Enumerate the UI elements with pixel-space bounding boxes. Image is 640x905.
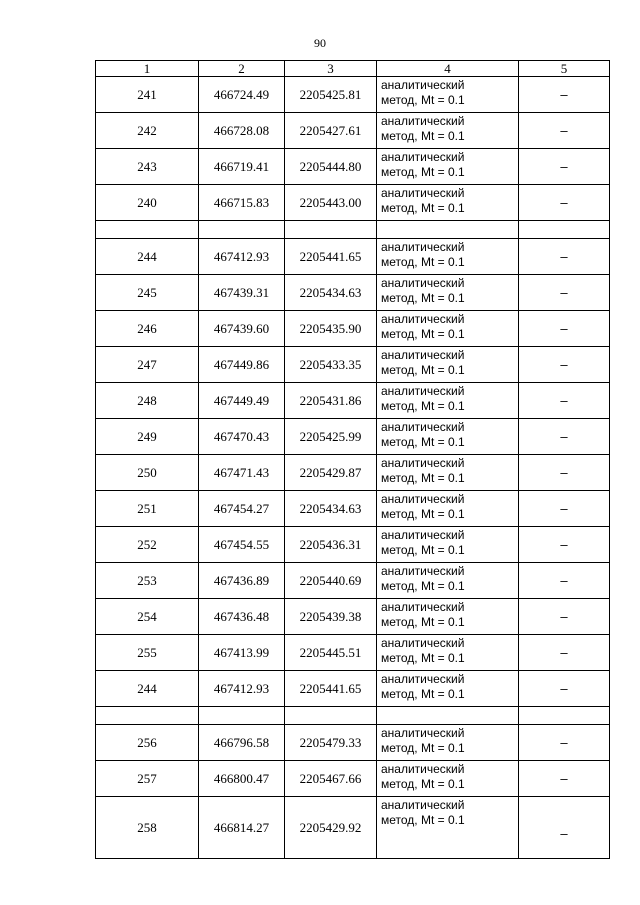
method-cell — [377, 419, 519, 455]
empty-cell — [199, 221, 285, 239]
point-number-cell: 249 — [96, 419, 199, 455]
description-cell: – — [519, 149, 610, 185]
point-number-cell: 257 — [96, 761, 199, 797]
method-line-1: аналитический — [381, 114, 465, 128]
method-cell — [377, 563, 519, 599]
empty-cell — [199, 707, 285, 725]
description-cell: – — [519, 563, 610, 599]
x-coordinate-cell: 467449.49 — [199, 383, 285, 419]
method-line-1: аналитический — [381, 528, 465, 542]
description-cell: – — [519, 527, 610, 563]
coordinates-table — [95, 60, 610, 859]
method-line-1: аналитический — [381, 186, 465, 200]
x-coordinate-cell: 467412.93 — [199, 239, 285, 275]
y-coordinate-cell: 2205433.35 — [285, 347, 377, 383]
method-line-1: аналитический — [381, 762, 465, 776]
description-cell: – — [519, 491, 610, 527]
x-coordinate-cell: 467413.99 — [199, 635, 285, 671]
method-line-1: аналитический — [381, 672, 465, 686]
table-row — [96, 599, 610, 635]
table-row — [96, 149, 610, 185]
method-line-2: метод, Mt = 0.1 — [381, 363, 465, 377]
point-number-cell: 245 — [96, 275, 199, 311]
table-row — [96, 725, 610, 761]
empty-cell — [377, 707, 519, 725]
x-coordinate-cell: 466728.08 — [199, 113, 285, 149]
table-row — [96, 419, 610, 455]
x-coordinate-cell: 467436.89 — [199, 563, 285, 599]
column-header-4: 4 — [377, 61, 519, 77]
y-coordinate-cell: 2205429.92 — [285, 797, 377, 859]
method-cell — [377, 797, 519, 859]
description-cell: – — [519, 383, 610, 419]
y-coordinate-cell: 2205425.99 — [285, 419, 377, 455]
description-cell: – — [519, 113, 610, 149]
method-line-2: метод, Mt = 0.1 — [381, 327, 465, 341]
y-coordinate-cell: 2205427.61 — [285, 113, 377, 149]
method-line-1: аналитический — [381, 564, 465, 578]
method-line-1: аналитический — [381, 78, 465, 92]
table-row — [96, 635, 610, 671]
empty-cell — [285, 221, 377, 239]
table-row — [96, 185, 610, 221]
method-line-2: метод, Mt = 0.1 — [381, 651, 465, 665]
x-coordinate-cell: 467454.27 — [199, 491, 285, 527]
column-header-5: 5 — [519, 61, 610, 77]
table-row — [96, 311, 610, 347]
x-coordinate-cell: 466724.49 — [199, 77, 285, 113]
x-coordinate-cell: 467449.86 — [199, 347, 285, 383]
method-line-1: аналитический — [381, 240, 465, 254]
method-line-2: метод, Mt = 0.1 — [381, 579, 465, 593]
method-cell — [377, 527, 519, 563]
method-line-2: метод, Mt = 0.1 — [381, 777, 465, 791]
table-row — [96, 761, 610, 797]
table-row — [96, 77, 610, 113]
y-coordinate-cell: 2205441.65 — [285, 671, 377, 707]
point-number-cell: 247 — [96, 347, 199, 383]
y-coordinate-cell: 2205479.33 — [285, 725, 377, 761]
method-line-2: метод, Mt = 0.1 — [381, 165, 465, 179]
table-row — [96, 275, 610, 311]
method-cell — [377, 491, 519, 527]
method-line-2: метод, Mt = 0.1 — [381, 291, 465, 305]
table-row — [96, 113, 610, 149]
method-line-2: метод, Mt = 0.1 — [381, 813, 465, 827]
table-row — [96, 671, 610, 707]
x-coordinate-cell: 467471.43 — [199, 455, 285, 491]
description-cell: – — [519, 635, 610, 671]
y-coordinate-cell: 2205429.87 — [285, 455, 377, 491]
y-coordinate-cell: 2205443.00 — [285, 185, 377, 221]
x-coordinate-cell: 467454.55 — [199, 527, 285, 563]
y-coordinate-cell: 2205439.38 — [285, 599, 377, 635]
table-row — [96, 455, 610, 491]
point-number-cell: 248 — [96, 383, 199, 419]
method-cell — [377, 671, 519, 707]
description-cell: – — [519, 455, 610, 491]
empty-cell — [377, 221, 519, 239]
point-number-cell: 256 — [96, 725, 199, 761]
point-number-cell: 246 — [96, 311, 199, 347]
table-row — [96, 491, 610, 527]
description-cell: – — [519, 599, 610, 635]
method-cell — [377, 275, 519, 311]
empty-cell — [96, 221, 199, 239]
point-number-cell: 243 — [96, 149, 199, 185]
x-coordinate-cell: 467436.48 — [199, 599, 285, 635]
empty-cell — [519, 221, 610, 239]
point-number-cell: 251 — [96, 491, 199, 527]
empty-cell — [519, 707, 610, 725]
method-line-2: метод, Mt = 0.1 — [381, 255, 465, 269]
table-header-row — [96, 61, 610, 77]
method-cell — [377, 149, 519, 185]
method-cell — [377, 383, 519, 419]
method-line-2: метод, Mt = 0.1 — [381, 615, 465, 629]
method-line-1: аналитический — [381, 726, 465, 740]
empty-cell — [96, 707, 199, 725]
description-cell: – — [519, 797, 610, 859]
table-body — [96, 77, 610, 859]
y-coordinate-cell: 2205444.80 — [285, 149, 377, 185]
method-line-1: аналитический — [381, 492, 465, 506]
method-cell — [377, 761, 519, 797]
method-line-1: аналитический — [381, 636, 465, 650]
method-line-2: метод, Mt = 0.1 — [381, 471, 465, 485]
method-line-1: аналитический — [381, 456, 465, 470]
point-number-cell: 254 — [96, 599, 199, 635]
method-cell — [377, 599, 519, 635]
empty-cell — [285, 707, 377, 725]
y-coordinate-cell: 2205445.51 — [285, 635, 377, 671]
method-cell — [377, 455, 519, 491]
spacer-row — [96, 707, 610, 725]
x-coordinate-cell: 466796.58 — [199, 725, 285, 761]
method-line-2: метод, Mt = 0.1 — [381, 507, 465, 521]
point-number-cell: 255 — [96, 635, 199, 671]
y-coordinate-cell: 2205425.81 — [285, 77, 377, 113]
description-cell: – — [519, 275, 610, 311]
method-cell — [377, 725, 519, 761]
method-line-1: аналитический — [381, 312, 465, 326]
x-coordinate-cell: 467470.43 — [199, 419, 285, 455]
x-coordinate-cell: 466719.41 — [199, 149, 285, 185]
description-cell: – — [519, 239, 610, 275]
method-line-2: метод, Mt = 0.1 — [381, 129, 465, 143]
table-row — [96, 347, 610, 383]
method-line-1: аналитический — [381, 798, 465, 812]
method-line-2: метод, Mt = 0.1 — [381, 435, 465, 449]
column-header-1: 1 — [96, 61, 199, 77]
description-cell: – — [519, 311, 610, 347]
y-coordinate-cell: 2205441.65 — [285, 239, 377, 275]
point-number-cell: 241 — [96, 77, 199, 113]
method-line-1: аналитический — [381, 384, 465, 398]
y-coordinate-cell: 2205436.31 — [285, 527, 377, 563]
description-cell: – — [519, 671, 610, 707]
description-cell: – — [519, 419, 610, 455]
method-cell — [377, 77, 519, 113]
point-number-cell: 252 — [96, 527, 199, 563]
y-coordinate-cell: 2205467.66 — [285, 761, 377, 797]
point-number-cell: 244 — [96, 239, 199, 275]
table-row — [96, 527, 610, 563]
description-cell: – — [519, 77, 610, 113]
y-coordinate-cell: 2205434.63 — [285, 491, 377, 527]
description-cell: – — [519, 761, 610, 797]
table-row — [96, 239, 610, 275]
x-coordinate-cell: 466800.47 — [199, 761, 285, 797]
method-cell — [377, 347, 519, 383]
page-number: 90 — [314, 36, 326, 50]
method-line-2: метод, Mt = 0.1 — [381, 93, 465, 107]
x-coordinate-cell: 467412.93 — [199, 671, 285, 707]
description-cell: – — [519, 347, 610, 383]
point-number-cell: 242 — [96, 113, 199, 149]
point-number-cell: 244 — [96, 671, 199, 707]
x-coordinate-cell: 466814.27 — [199, 797, 285, 859]
description-cell: – — [519, 185, 610, 221]
y-coordinate-cell: 2205434.63 — [285, 275, 377, 311]
method-line-2: метод, Mt = 0.1 — [381, 201, 465, 215]
x-coordinate-cell: 467439.31 — [199, 275, 285, 311]
point-number-cell: 240 — [96, 185, 199, 221]
method-cell — [377, 635, 519, 671]
method-cell — [377, 185, 519, 221]
method-cell — [377, 311, 519, 347]
y-coordinate-cell: 2205431.86 — [285, 383, 377, 419]
method-line-2: метод, Mt = 0.1 — [381, 543, 465, 557]
method-line-1: аналитический — [381, 420, 465, 434]
point-number-cell: 258 — [96, 797, 199, 859]
x-coordinate-cell: 467439.60 — [199, 311, 285, 347]
method-line-1: аналитический — [381, 600, 465, 614]
column-header-3: 3 — [285, 61, 377, 77]
method-line-2: метод, Mt = 0.1 — [381, 399, 465, 413]
method-line-1: аналитический — [381, 348, 465, 362]
table-row — [96, 563, 610, 599]
column-header-2: 2 — [199, 61, 285, 77]
spacer-row — [96, 221, 610, 239]
y-coordinate-cell: 2205440.69 — [285, 563, 377, 599]
method-line-2: метод, Mt = 0.1 — [381, 687, 465, 701]
point-number-cell: 253 — [96, 563, 199, 599]
method-line-2: метод, Mt = 0.1 — [381, 741, 465, 755]
method-cell — [377, 239, 519, 275]
table-row — [96, 797, 610, 859]
y-coordinate-cell: 2205435.90 — [285, 311, 377, 347]
x-coordinate-cell: 466715.83 — [199, 185, 285, 221]
description-cell: – — [519, 725, 610, 761]
table-row — [96, 383, 610, 419]
method-cell — [377, 113, 519, 149]
method-line-1: аналитический — [381, 150, 465, 164]
method-line-1: аналитический — [381, 276, 465, 290]
point-number-cell: 250 — [96, 455, 199, 491]
